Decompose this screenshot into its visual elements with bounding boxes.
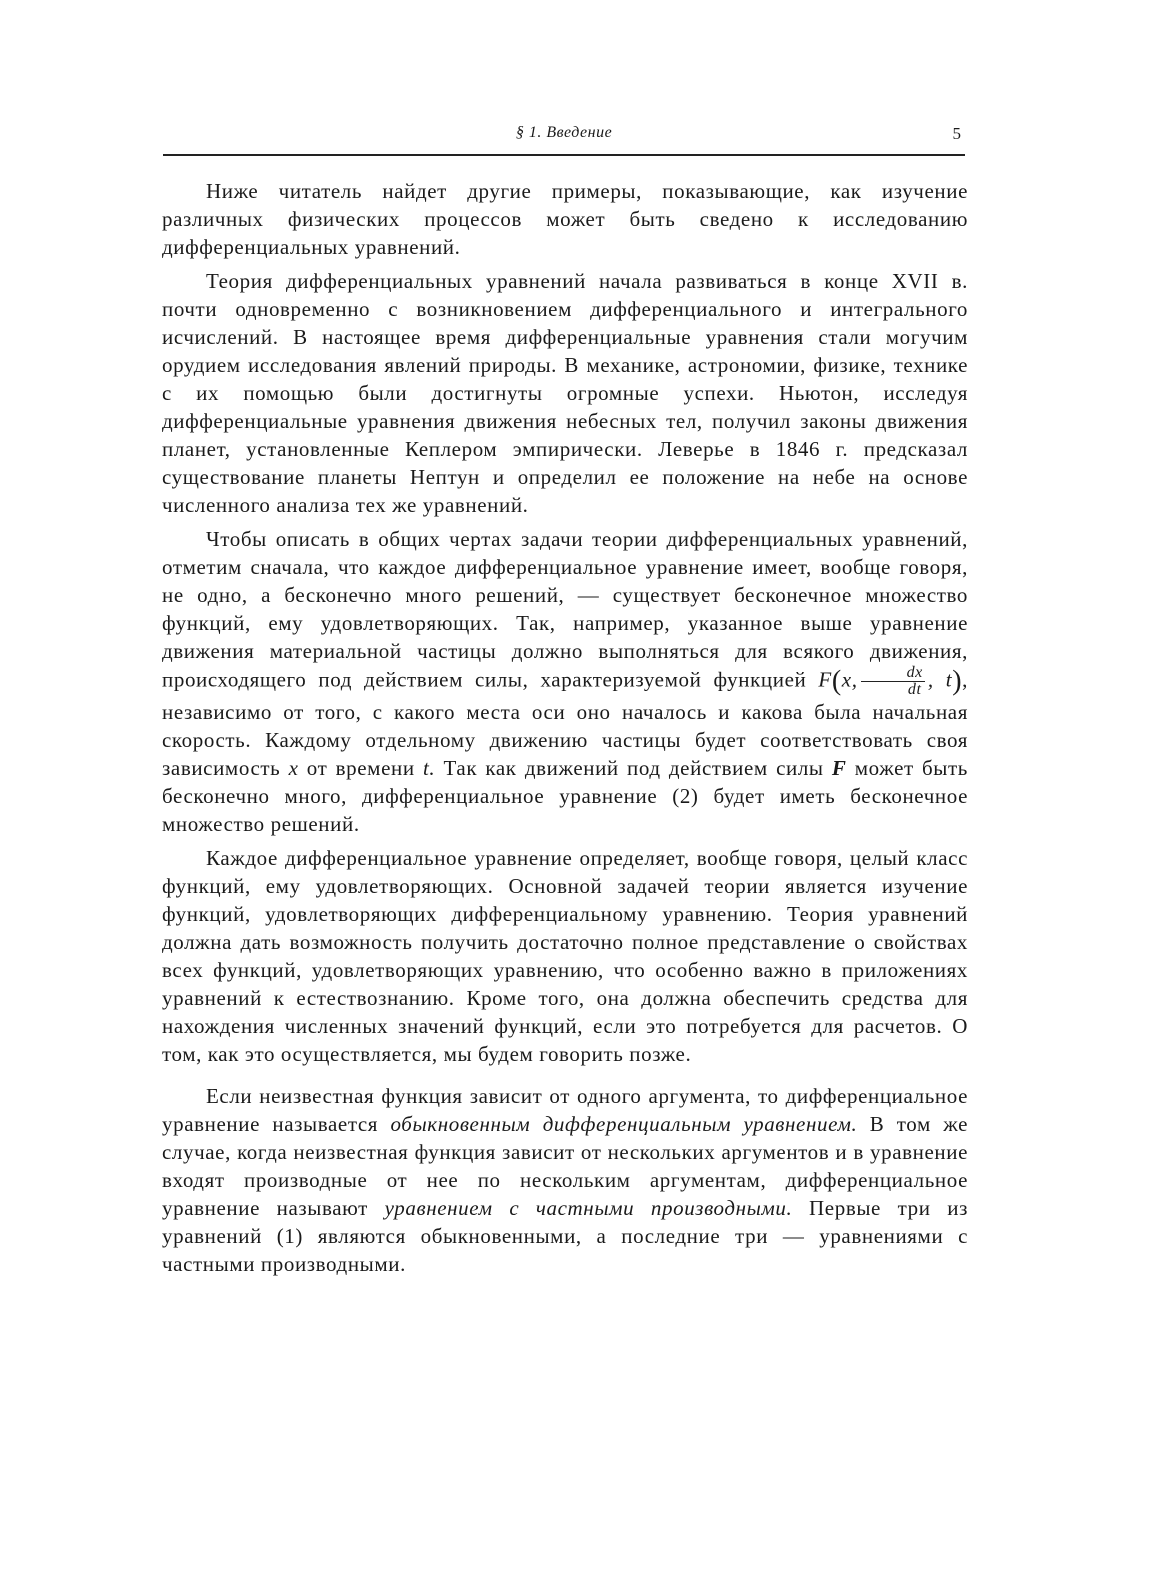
variable-t: t. xyxy=(422,756,436,780)
variable-x: x xyxy=(288,756,299,780)
paragraph-3-text-a: Чтобы описать в общих чертах задачи теории дифференциальных уравнений, отметим сначала, что каждое дифференциальное уравнение имеет, вообще говоря, не одно, а бесконечно много решений, — существует бесконечное множество функций, ему удовлетворяющих. Так, например, указанное выше уравнение движения материальной частицы должно выполняться для всякого движения, происходящего под действием силы, характеризуемой функцией xyxy=(162,527,968,692)
paragraph-5 xyxy=(162,1082,968,1278)
term-partial-de: уравнением с частными производными. xyxy=(384,1196,793,1220)
variable-F: F xyxy=(831,756,847,780)
paragraph-1: Ниже читатель найдет другие примеры, показывающие, как изучение различных физических процессов может быть сведено к исследованию дифференциальных уравнений. xyxy=(162,179,968,259)
formula-F: F xyxy=(818,667,832,692)
paragraph-5-text-c: Первые три из уравнений (1) являются обыкновенными, а последние три — уравнениями с частными производными. xyxy=(162,1196,969,1276)
paragraph-3-text-e: может быть бесконечно много, дифференциальное уравнение (2) будет иметь бесконечное множество решений. xyxy=(162,756,968,836)
term-ordinary-de: обыкновенным дифференциальным уравнением. xyxy=(390,1112,858,1136)
formula-x: x, xyxy=(841,667,858,692)
fraction-denominator: dt xyxy=(907,681,922,698)
paragraph-4: Каждое дифференциальное уравнение определяет, вообще говоря, целый класс функций, ему удовлетворяющих. Основной задачей теории является изучение функций, удовлетворяющих дифференциальному уравнению. Теория уравнений должна дать возможность получить достаточно полное представление о свойствах всех функций, удовлетворяющих уравнению, что особенно важно в приложениях уравнений к естествознанию. Кроме того, она должна обеспечить средства для нахождения численных значений функций, если это потребуется для расчетов. О том, как это осуществляется, мы будем говорить позже. xyxy=(162,846,968,1066)
page-header xyxy=(163,122,965,156)
paragraph-3-text-d: Так как движений под действием силы xyxy=(443,756,824,780)
body-text xyxy=(162,177,968,1284)
formula-close-paren: ) xyxy=(952,665,963,697)
formula-t: , t xyxy=(927,667,953,692)
paragraph-5-text-a: Если неизвестная функция зависит от одного аргумента, то дифференциальное уравнение называется xyxy=(162,1084,968,1136)
paragraph-3-text-b: , независимо от того, с какого места оси оно началось и какова была начальная скорость. Каждому отдельному движению частицы будет соответствовать своя зависимость xyxy=(162,667,969,780)
page-number: 5 xyxy=(952,124,961,143)
formula-open-paren: ( xyxy=(831,665,842,697)
paragraph-3 xyxy=(162,525,968,838)
running-title: § 1. Введение xyxy=(515,124,613,141)
paragraph-2: Теория дифференциальных уравнений начала развиваться в конце XVII в. почти одновременно с возникновением дифференциального и интегрального исчислений. В настоящее время дифференциальные уравнения стали могучим орудием исследования явлений природы. В механике, астрономии, физике, технике с их помощью были достигнуты огромные успехи. Ньютон, исследуя дифференциальные уравнения движения небесных тел, получил законы движения планет, установленные Кеплером эмпирически. Леверье в 1846 г. предсказал существование планеты Нептун и определил ее положение на небе на основе численного анализа тех же уравнений. xyxy=(162,269,968,517)
paragraph-5-text-b: В том же случае, когда неизвестная функция зависит от нескольких аргументов и в уравнение входят производные от нее по нескольким аргументам, дифференциальное уравнение называют xyxy=(162,1112,968,1220)
fraction-numerator: dx xyxy=(861,665,925,682)
formula-fraction xyxy=(861,665,925,698)
paragraph-3-text-c: от времени xyxy=(306,756,415,780)
